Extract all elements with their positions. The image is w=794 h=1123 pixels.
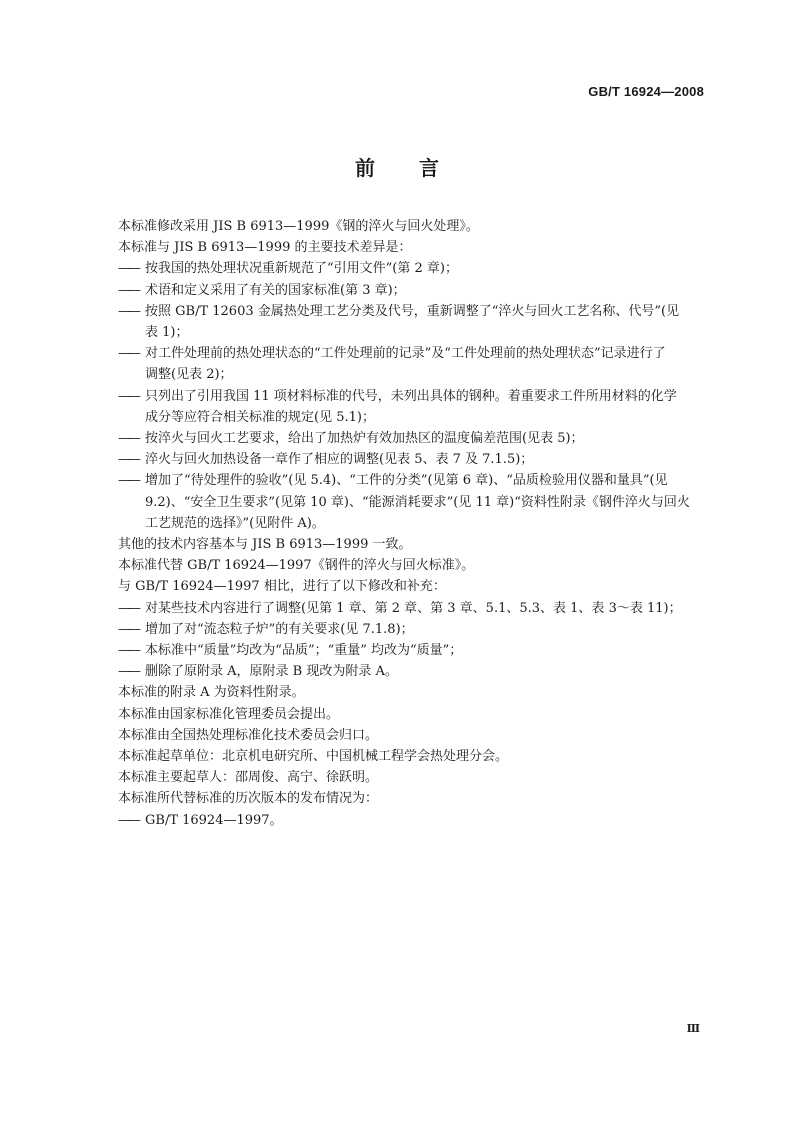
dash-marker: ——: [118, 664, 138, 680]
list-item: —— 术语和定义采用了有关的国家标准(第 3 章)；: [118, 280, 706, 301]
differences-list: [118, 258, 706, 534]
foreword-body: [118, 216, 706, 831]
page-number: Ⅲ: [686, 1022, 700, 1035]
list-item: —— 对某些技术内容进行了调整(见第 1 章、第 2 章、第 3 章、5.1、5.3、表 1、表 3～表 11)；: [118, 598, 706, 619]
dash-marker: ——: [118, 261, 138, 277]
paragraph: 与 GB/T 16924—1997 相比，进行了以下修改和补充：: [118, 579, 446, 595]
paragraph: 其他的技术内容基本与 JIS B 6913—1999 一致。: [118, 537, 412, 553]
dash-marker: ——: [118, 388, 138, 404]
dash-marker: ——: [118, 473, 138, 489]
list-item: —— 按照 GB/T 12603 金属热处理工艺分类及代号，重新调整了“淬火与回火工艺名称、代号”(见 表 1)；: [118, 301, 706, 343]
list-item: —— 按淬火与回火工艺要求，给出了加热炉有效加热区的温度偏差范围(见表 5)；: [118, 428, 706, 449]
dash-marker: ——: [118, 600, 138, 616]
paragraph: 本标准由国家标准化管理委员会提出。: [118, 706, 340, 722]
list-item: —— GB/T 16924—1997。: [118, 810, 706, 831]
list-item: —— 增加了“待处理件的验收”(见 5.4)、“工件的分类”(见第 6 章)、“品质检验用仪器和量具”(见 9.2)、“安全卫生要求”(见第 10 章)、“能源消耗要求”(见 11 章)“资料性附录《钢件淬火与回火 工艺规范的选择》”(见附件 A)。: [118, 470, 706, 534]
list-item: —— 按我国的热处理状况重新规范了“引用文件”(第 2 章)；: [118, 258, 706, 279]
paragraph: 本标准起草单位：北京机电研究所、中国机械工程学会热处理分会。: [118, 749, 509, 765]
list-item: —— 对工件处理前的热处理状态的“工件处理前的记录”及“工件处理前的热处理状态”记录进行了 调整(见表 2)；: [118, 343, 706, 385]
list-item: —— 淬火与回火加热设备一章作了相应的调整(见表 5、表 7 及 7.1.5)；: [118, 449, 706, 470]
list-item: —— 删除了原附录 A，原附录 B 现改为附录 A。: [118, 661, 706, 682]
dash-marker: ——: [118, 346, 138, 362]
dash-marker: ——: [118, 303, 138, 319]
paragraph: 本标准与 JIS B 6913—1999 的主要技术差异是：: [118, 240, 412, 256]
page-title: 前言: [355, 156, 483, 180]
list-item: —— 本标准中“质量”均改为“品质”；“重量” 均改为“质量”；: [118, 640, 706, 661]
paragraph: 本标准所代替标准的历次版本的发布情况为：: [118, 791, 379, 807]
dash-marker: ——: [118, 431, 138, 447]
paragraph: 本标准由全国热处理标准化技术委员会归口。: [118, 727, 379, 743]
paragraph: 本标准修改采用 JIS B 6913—1999《钢的淬火与回火处理》。: [118, 219, 479, 234]
modifications-list: [118, 598, 706, 683]
dash-marker: ——: [118, 621, 138, 637]
list-item: —— 增加了对“流态粒子炉”的有关要求(见 7.1.8)；: [118, 619, 706, 640]
list-item: —— 只列出了引用我国 11 项材料标准的代号，未列出具体的钢种。着重要求工件所用材料的化学 成分等应符合相关标准的规定(见 5.1)；: [118, 386, 706, 428]
paragraph: 本标准的附录 A 为资料性附录。: [118, 685, 305, 701]
paragraph: 本标准代替 GB/T 16924—1997《钢件的淬火与回火标准》。: [118, 558, 475, 574]
previous-versions-list: [118, 810, 706, 831]
standard-code-header: GB/T 16924—2008: [588, 84, 704, 99]
paragraph: 本标准主要起草人：邵周俊、高宁、徐跃明。: [118, 770, 379, 786]
dash-marker: ——: [118, 812, 138, 828]
dash-marker: ——: [118, 282, 138, 298]
dash-marker: ——: [118, 452, 138, 468]
dash-marker: ——: [118, 643, 138, 659]
